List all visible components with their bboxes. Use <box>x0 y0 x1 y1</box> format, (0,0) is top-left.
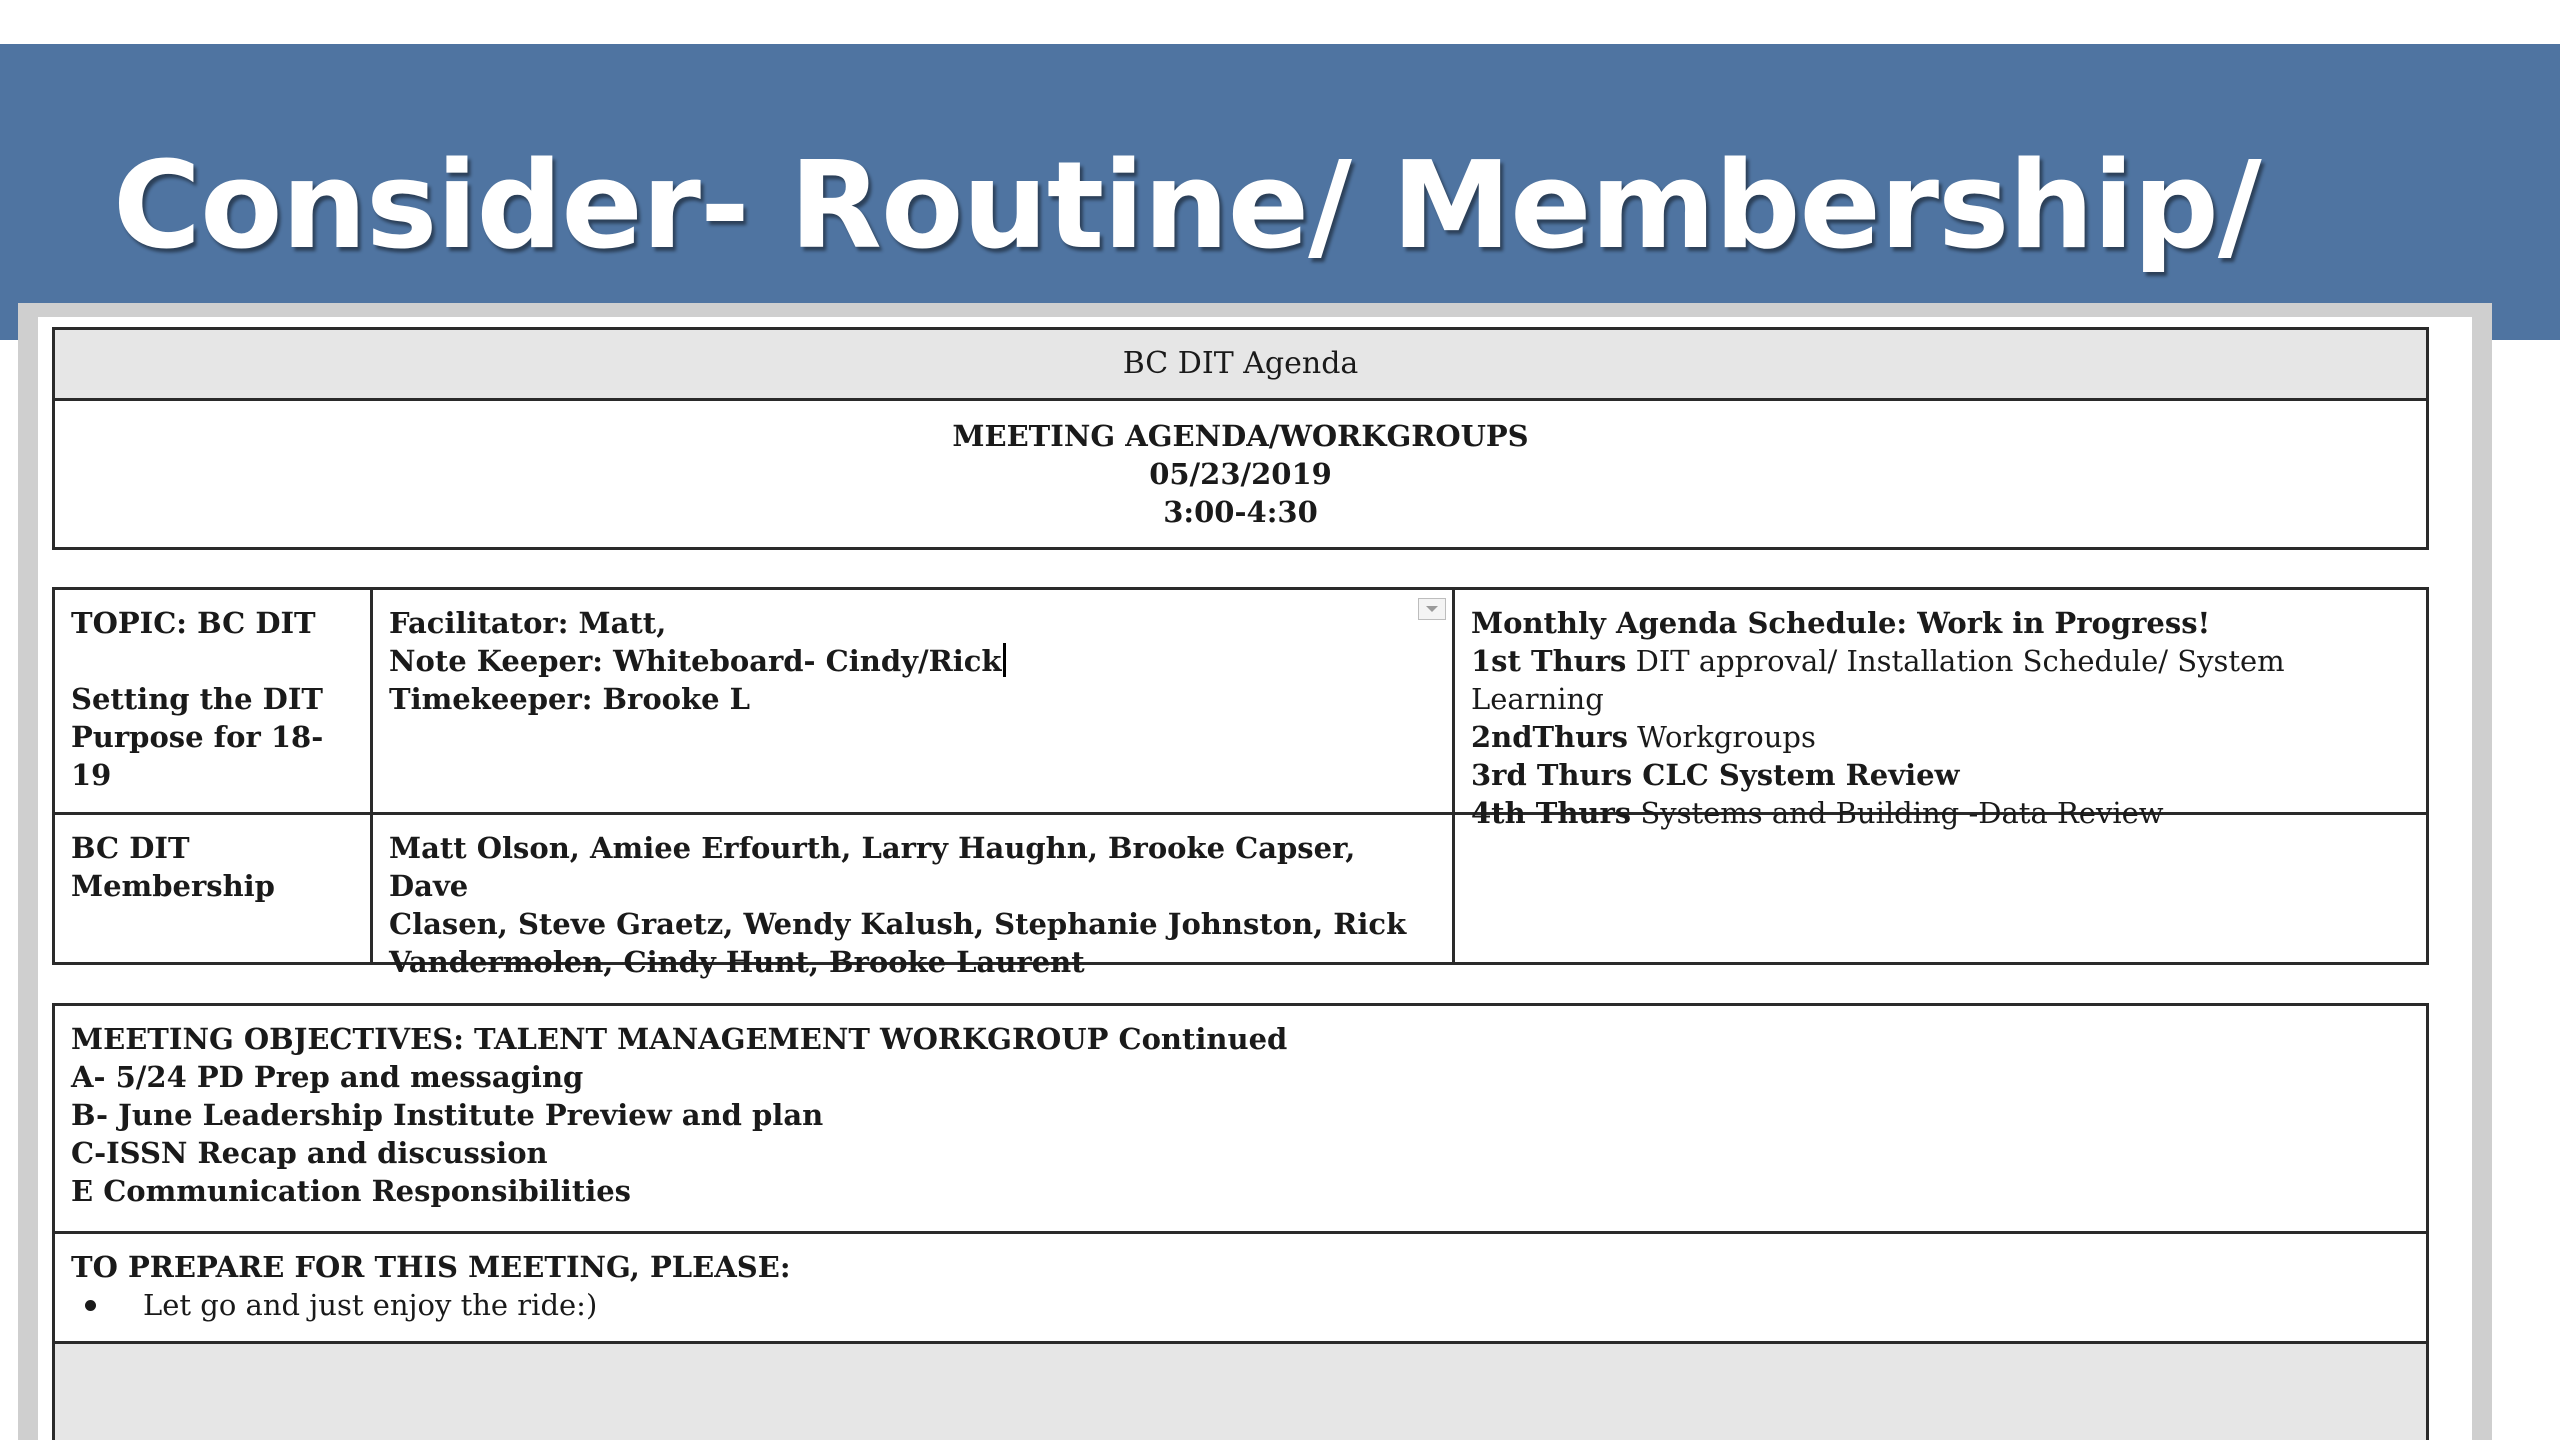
schedule-item-text: Workgroups <box>1627 720 1816 754</box>
schedule-item-label: 3rd Thurs CLC System Review <box>1471 758 1960 792</box>
roles-cell[interactable] <box>373 590 1455 812</box>
schedule-heading: Monthly Agenda Schedule: Work in Progress! <box>1471 606 2211 640</box>
schedule-item-label: 2ndThurs <box>1471 720 1628 754</box>
text-cursor <box>1003 643 1006 677</box>
schedule-item-label: 4th Thurs <box>1471 796 1632 830</box>
schedule-item <box>1471 756 2410 794</box>
agenda-header: BC DIT Agenda <box>52 327 2429 401</box>
prepare-heading: TO PREPARE FOR THIS MEETING, PLEASE: <box>71 1250 791 1284</box>
purpose-line-1: Setting the DIT <box>71 682 323 716</box>
table-footer-row[interactable] <box>55 1344 2426 1440</box>
schedule-item <box>1471 642 2410 718</box>
empty-cell[interactable] <box>1455 815 2426 962</box>
schedule-cell[interactable] <box>1455 590 2426 830</box>
objective-item: B- June Leadership Institute Preview and plan <box>71 1098 824 1132</box>
membership-row <box>55 815 2426 979</box>
meeting-title: MEETING AGENDA/WORKGROUPS <box>952 419 1529 453</box>
membership-label-line-2: Membership <box>71 869 275 903</box>
objectives-table <box>52 1003 2429 1440</box>
prepare-list <box>71 1286 2410 1324</box>
objective-item: A- 5/24 PD Prep and messaging <box>71 1060 584 1094</box>
members-line-2: Clasen, Steve Graetz, Wendy Kalush, Stephanie Johnston, Rick <box>389 907 1407 941</box>
purpose-line-2: Purpose for 18-19 <box>71 720 324 792</box>
schedule-item <box>1471 718 2410 756</box>
timekeeper-line: Timekeeper: Brooke L <box>389 682 751 716</box>
objectives-heading: MEETING OBJECTIVES: TALENT MANAGEMENT WORKGROUP Continued <box>71 1022 1288 1056</box>
note-keeper-line: Note Keeper: Whiteboard- Cindy/Rick <box>389 644 1002 678</box>
objective-item: E Communication Responsibilities <box>71 1174 632 1208</box>
schedule-item-text: DIT approval/ Installation Schedule/ System Learning <box>1471 644 2285 716</box>
members-line-3: Vandermolen, Cindy Hunt, Brooke Laurent <box>389 945 1085 979</box>
meeting-header <box>52 398 2429 550</box>
schedule-item-label: 1st Thurs <box>1471 644 1627 678</box>
note-keeper-row <box>389 642 1436 680</box>
topic-cell[interactable] <box>55 590 373 812</box>
cell-dropdown-icon[interactable] <box>1418 598 1446 620</box>
meeting-date: 05/23/2019 <box>1149 457 1332 491</box>
schedule-item-text: Systems and Building -Data Review <box>1631 796 2164 830</box>
document-page <box>38 317 2472 1440</box>
document-screenshot <box>18 303 2492 1440</box>
meeting-time: 3:00-4:30 <box>1163 495 1318 529</box>
membership-label-cell[interactable] <box>55 815 373 962</box>
objectives-section[interactable] <box>55 1006 2426 1234</box>
topic-table <box>52 587 2429 979</box>
topic-label: TOPIC: BC DIT <box>71 606 316 640</box>
facilitator-line: Facilitator: Matt, <box>389 606 667 640</box>
prepare-section[interactable] <box>55 1234 2426 1344</box>
topic-row <box>55 590 2426 830</box>
slide-title: Consider- Routine/ Membership/ <box>113 137 2261 276</box>
prepare-item: Let go and just enjoy the ride:) <box>143 1286 2410 1324</box>
members-line-1: Matt Olson, Amiee Erfourth, Larry Haughn, Brooke Capser, Dave <box>389 831 1356 903</box>
objective-item: C-ISSN Recap and discussion <box>71 1136 548 1170</box>
membership-label-line-1: BC DIT <box>71 831 190 865</box>
members-cell[interactable] <box>373 815 1455 979</box>
